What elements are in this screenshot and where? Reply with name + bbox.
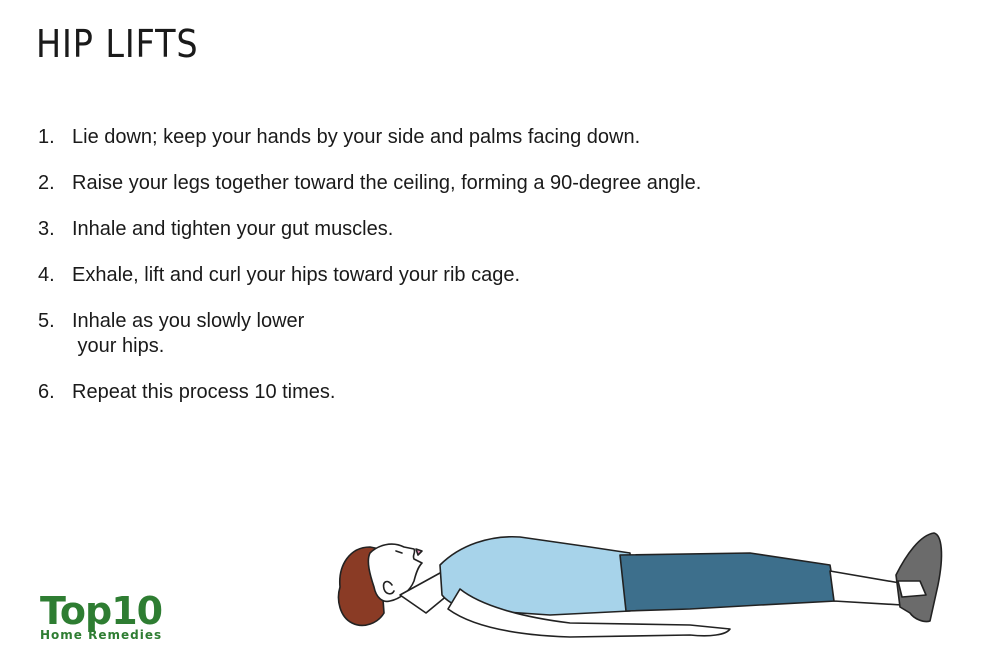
logo-wordmark	[40, 589, 190, 633]
shoe-shape	[896, 533, 941, 622]
step-text: Raise your legs together toward the ceiling, forming a 90-degree angle.	[72, 172, 702, 194]
list-item	[38, 171, 818, 196]
logo-tagline: Home Remedies	[40, 628, 163, 642]
list-item	[38, 380, 818, 405]
step-number: 6.	[38, 381, 55, 403]
step-number: 5.	[38, 310, 55, 332]
pants-shape	[620, 553, 836, 611]
page-title: HIP LIFTS	[36, 22, 199, 66]
step-text: Inhale and tighten your gut muscles.	[72, 218, 394, 240]
step-number: 3.	[38, 218, 55, 240]
step-text: Lie down; keep your hands by your side and palms facing down.	[72, 126, 641, 148]
list-item	[38, 263, 818, 288]
list-item	[38, 125, 818, 150]
list-item	[38, 217, 818, 242]
list-item	[38, 309, 818, 359]
brand-logo	[40, 589, 190, 652]
steps-list	[38, 125, 818, 426]
step-number: 2.	[38, 172, 55, 194]
logo-word-top: Top	[40, 589, 112, 633]
exercise-illustration	[330, 525, 950, 665]
logo-number: 10	[111, 589, 163, 633]
step-text: Exhale, lift and curl your hips toward your rib cage.	[72, 264, 520, 286]
step-text: Inhale as you slowly lower your hips.	[72, 310, 305, 357]
step-number: 4.	[38, 264, 55, 286]
step-number: 1.	[38, 126, 55, 148]
step-text: Repeat this process 10 times.	[72, 381, 336, 403]
calf-shape	[830, 571, 902, 605]
